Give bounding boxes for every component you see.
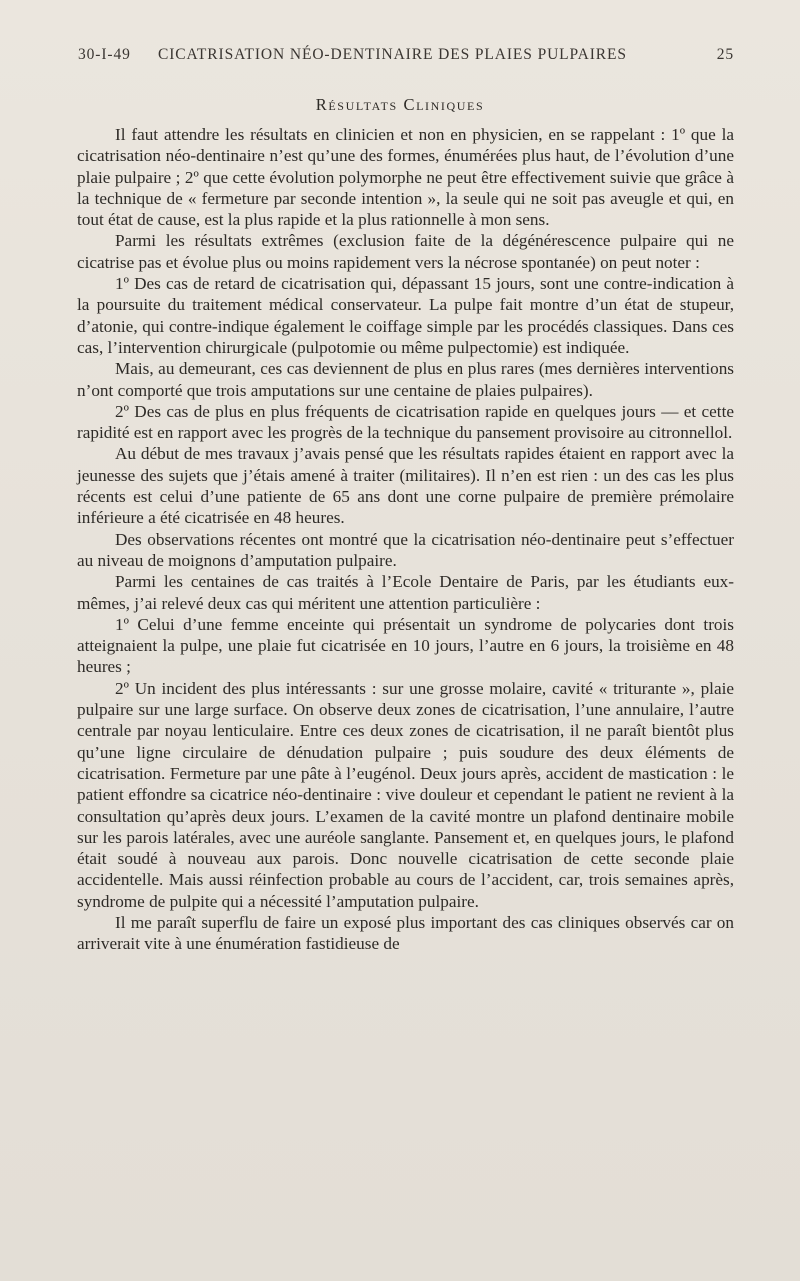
paragraph: Au début de mes travaux j’avais pensé que les résultats rapides étaient en rapport avec la jeunesse des sujets que j’étais amené à traiter (militaires). Il n’en est rien : un des cas les plus récents est celui d’une patiente de 65 ans dont une corne pulpaire de première prémolaire inférieure a été cicatrisée en 48 heures. [77,444,734,528]
page-number: 25 [716,46,734,63]
issue-date: 30-I-49 [78,46,131,63]
paragraph: 1º Celui d’une femme enceinte qui présentait un syndrome de polycaries dont trois atteignaient la pulpe, une plaie fut cicatrisée en 10 jours, l’autre en 6 jours, la troisième en 48 heures ; [77,614,734,677]
running-title: CICATRISATION NÉO-DENTINAIRE DES PLAIES PULPAIRES [158,46,627,63]
paragraph: Il me paraît superflu de faire un exposé plus important des cas cliniques observés car on arriverait vite à une énumération fastidieuse de [77,912,734,954]
body-text [77,124,734,955]
paragraph: 2º Un incident des plus intéressants : sur une grosse molaire, cavité « triturante », plaie pulpaire sur une large surface. On observe deux zones de cicatrisation, l’une annulaire, l’autre centrale par noyau lenticulaire. Entre ces deux zones de cicatrisation, il ne paraît bientôt plus qu’une ligne circulaire de dénudation pulpaire ; puis soudure des deux éléments de cicatrisation. Fermeture par une pâte à l’eugénol. Deux jours après, accident de mastication : le patient effondre sa cicatrice néo-dentinaire : vive douleur et cependant le patient ne revient à la consultation qu’après deux jours. L’examen de la cavité montre un plafond dentinaire mobile sur les parois latérales, avec une auréole sanglante. Pansement et, en quelques jours, le plafond était soudé à nouveau aux parois. Donc nouvelle cicatrisation de cette seconde plaie accidentelle. Mais aussi réinfection probable au cours de l’accident, car, trois semaines après, syndrome de pulpite qui a nécessité l’amputation pulpaire. [77,678,734,911]
paragraph: Parmi les centaines de cas traités à l’Ecole Dentaire de Paris, par les étudiants eux-mêmes, j’ai relevé deux cas qui méritent une attention particulière : [77,572,734,613]
paragraph: 2º Des cas de plus en plus fréquents de cicatrisation rapide en quelques jours — et cette rapidité est en rapport avec les progrès de la technique du pansement provisoire au citronnellol. [77,401,734,443]
section-title: Résultats Cliniques [315,95,485,114]
paragraph: Des observations récentes ont montré que la cicatrisation néo-dentinaire peut s’effectuer au niveau de moignons d’amputation pulpaire. [77,529,734,570]
paragraph: 1º Des cas de retard de cicatrisation qui, dépassant 15 jours, sont une contre-indication à la poursuite du traitement médical conservateur. La pulpe fait montre d’un état de stupeur, d’atonie, qui contre-indique également le coiffage simple par les procédés classiques. Dans ces cas, l’intervention chirurgicale (pulpotomie ou même pulpectomie) est indiquée. [77,274,734,357]
paragraph: Parmi les résultats extrêmes (exclusion faite de la dégénérescence pulpaire qui ne cicatrise pas et évolue plus ou moins rapidement vers la nécrose spontanée) on peut noter : [77,231,734,272]
paragraph: Il faut attendre les résultats en clinicien et non en physicien, en se rappelant : 1º que la cicatrisation néo-dentinaire n’est qu’une des formes, énumérées plus haut, de l’évolution d’une plaie pulpaire ; 2º que cette évolution polymorphe ne peut être effectivement suivie que grâce à la technique de « fermeture par seconde intention », la seule qui ne soit pas aveugle et qui, en tout état de cause, est la plus rapide et la plus rationnelle à mon sens. [77,125,734,230]
running-head [78,46,734,68]
paragraph: Mais, au demeurant, ces cas deviennent de plus en plus rares (mes dernières interventions n’ont comporté que trois amputations sur une centaine de plaies pulpaires). [77,359,734,400]
